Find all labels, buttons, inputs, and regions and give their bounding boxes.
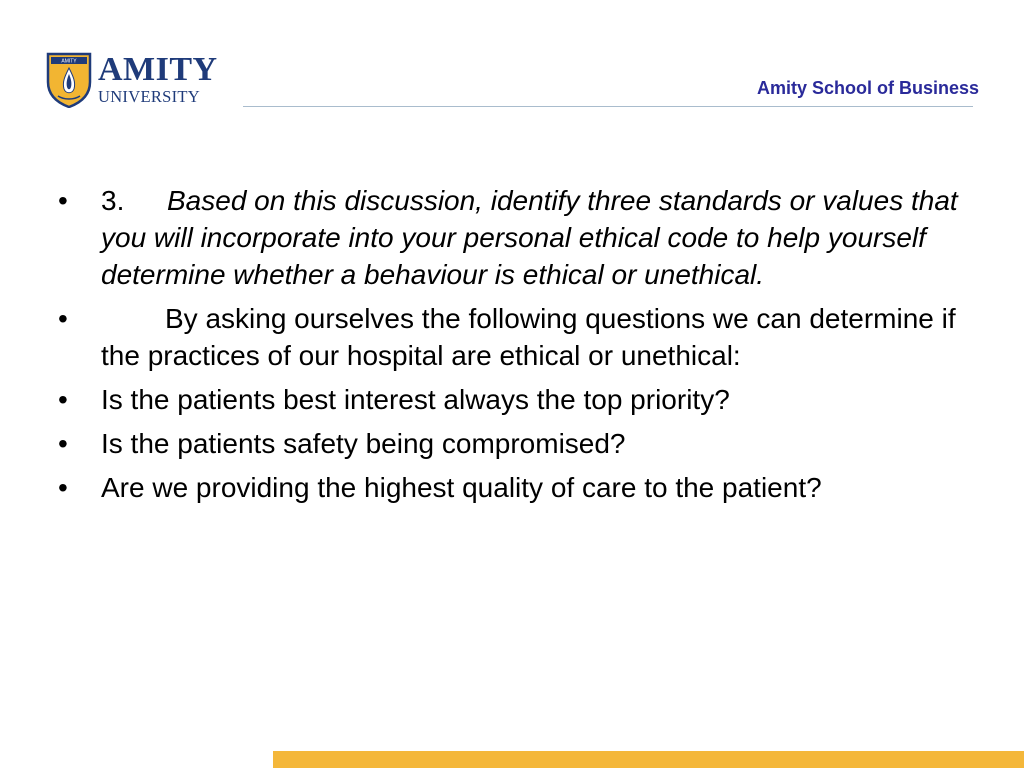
bullet-text: By asking ourselves the following questions we can determine if the practices of our hospital are ethical or unethical: [101, 303, 956, 371]
svg-text:AMITY: AMITY [61, 58, 77, 65]
bullet-text: Based on this discussion, identify three standards or values that you will incorporate into your personal ethical code to help yourself determine whether a behaviour is ethical or unethical. [101, 185, 958, 290]
bullet-icon: • [58, 384, 68, 415]
bullet-item [56, 300, 976, 374]
bullet-text: Are we providing the highest quality of care to the patient? [101, 472, 822, 503]
header-divider [243, 106, 973, 107]
amity-crest-icon [46, 52, 92, 108]
bullet-item [56, 425, 976, 462]
bullet-text: Is the patients best interest always the top priority? [101, 384, 730, 415]
logo-wordmark: AMITY [98, 51, 218, 88]
bullet-icon: • [58, 303, 68, 334]
logo-subtitle: UNIVERSITY [98, 87, 200, 106]
footer-accent-bar [273, 751, 1024, 768]
bullet-list [56, 182, 976, 513]
school-title: Amity School of Business [756, 78, 979, 98]
bullet-item [56, 469, 976, 506]
bullet-icon: • [58, 472, 68, 503]
bullet-icon: • [58, 185, 68, 216]
bullet-item [56, 182, 976, 293]
bullet-item [56, 381, 976, 418]
amity-university-logo [46, 52, 236, 110]
bullet-text: Is the patients safety being compromised? [101, 428, 626, 459]
bullet-number: 3. [101, 185, 125, 216]
bullet-icon: • [58, 428, 68, 459]
